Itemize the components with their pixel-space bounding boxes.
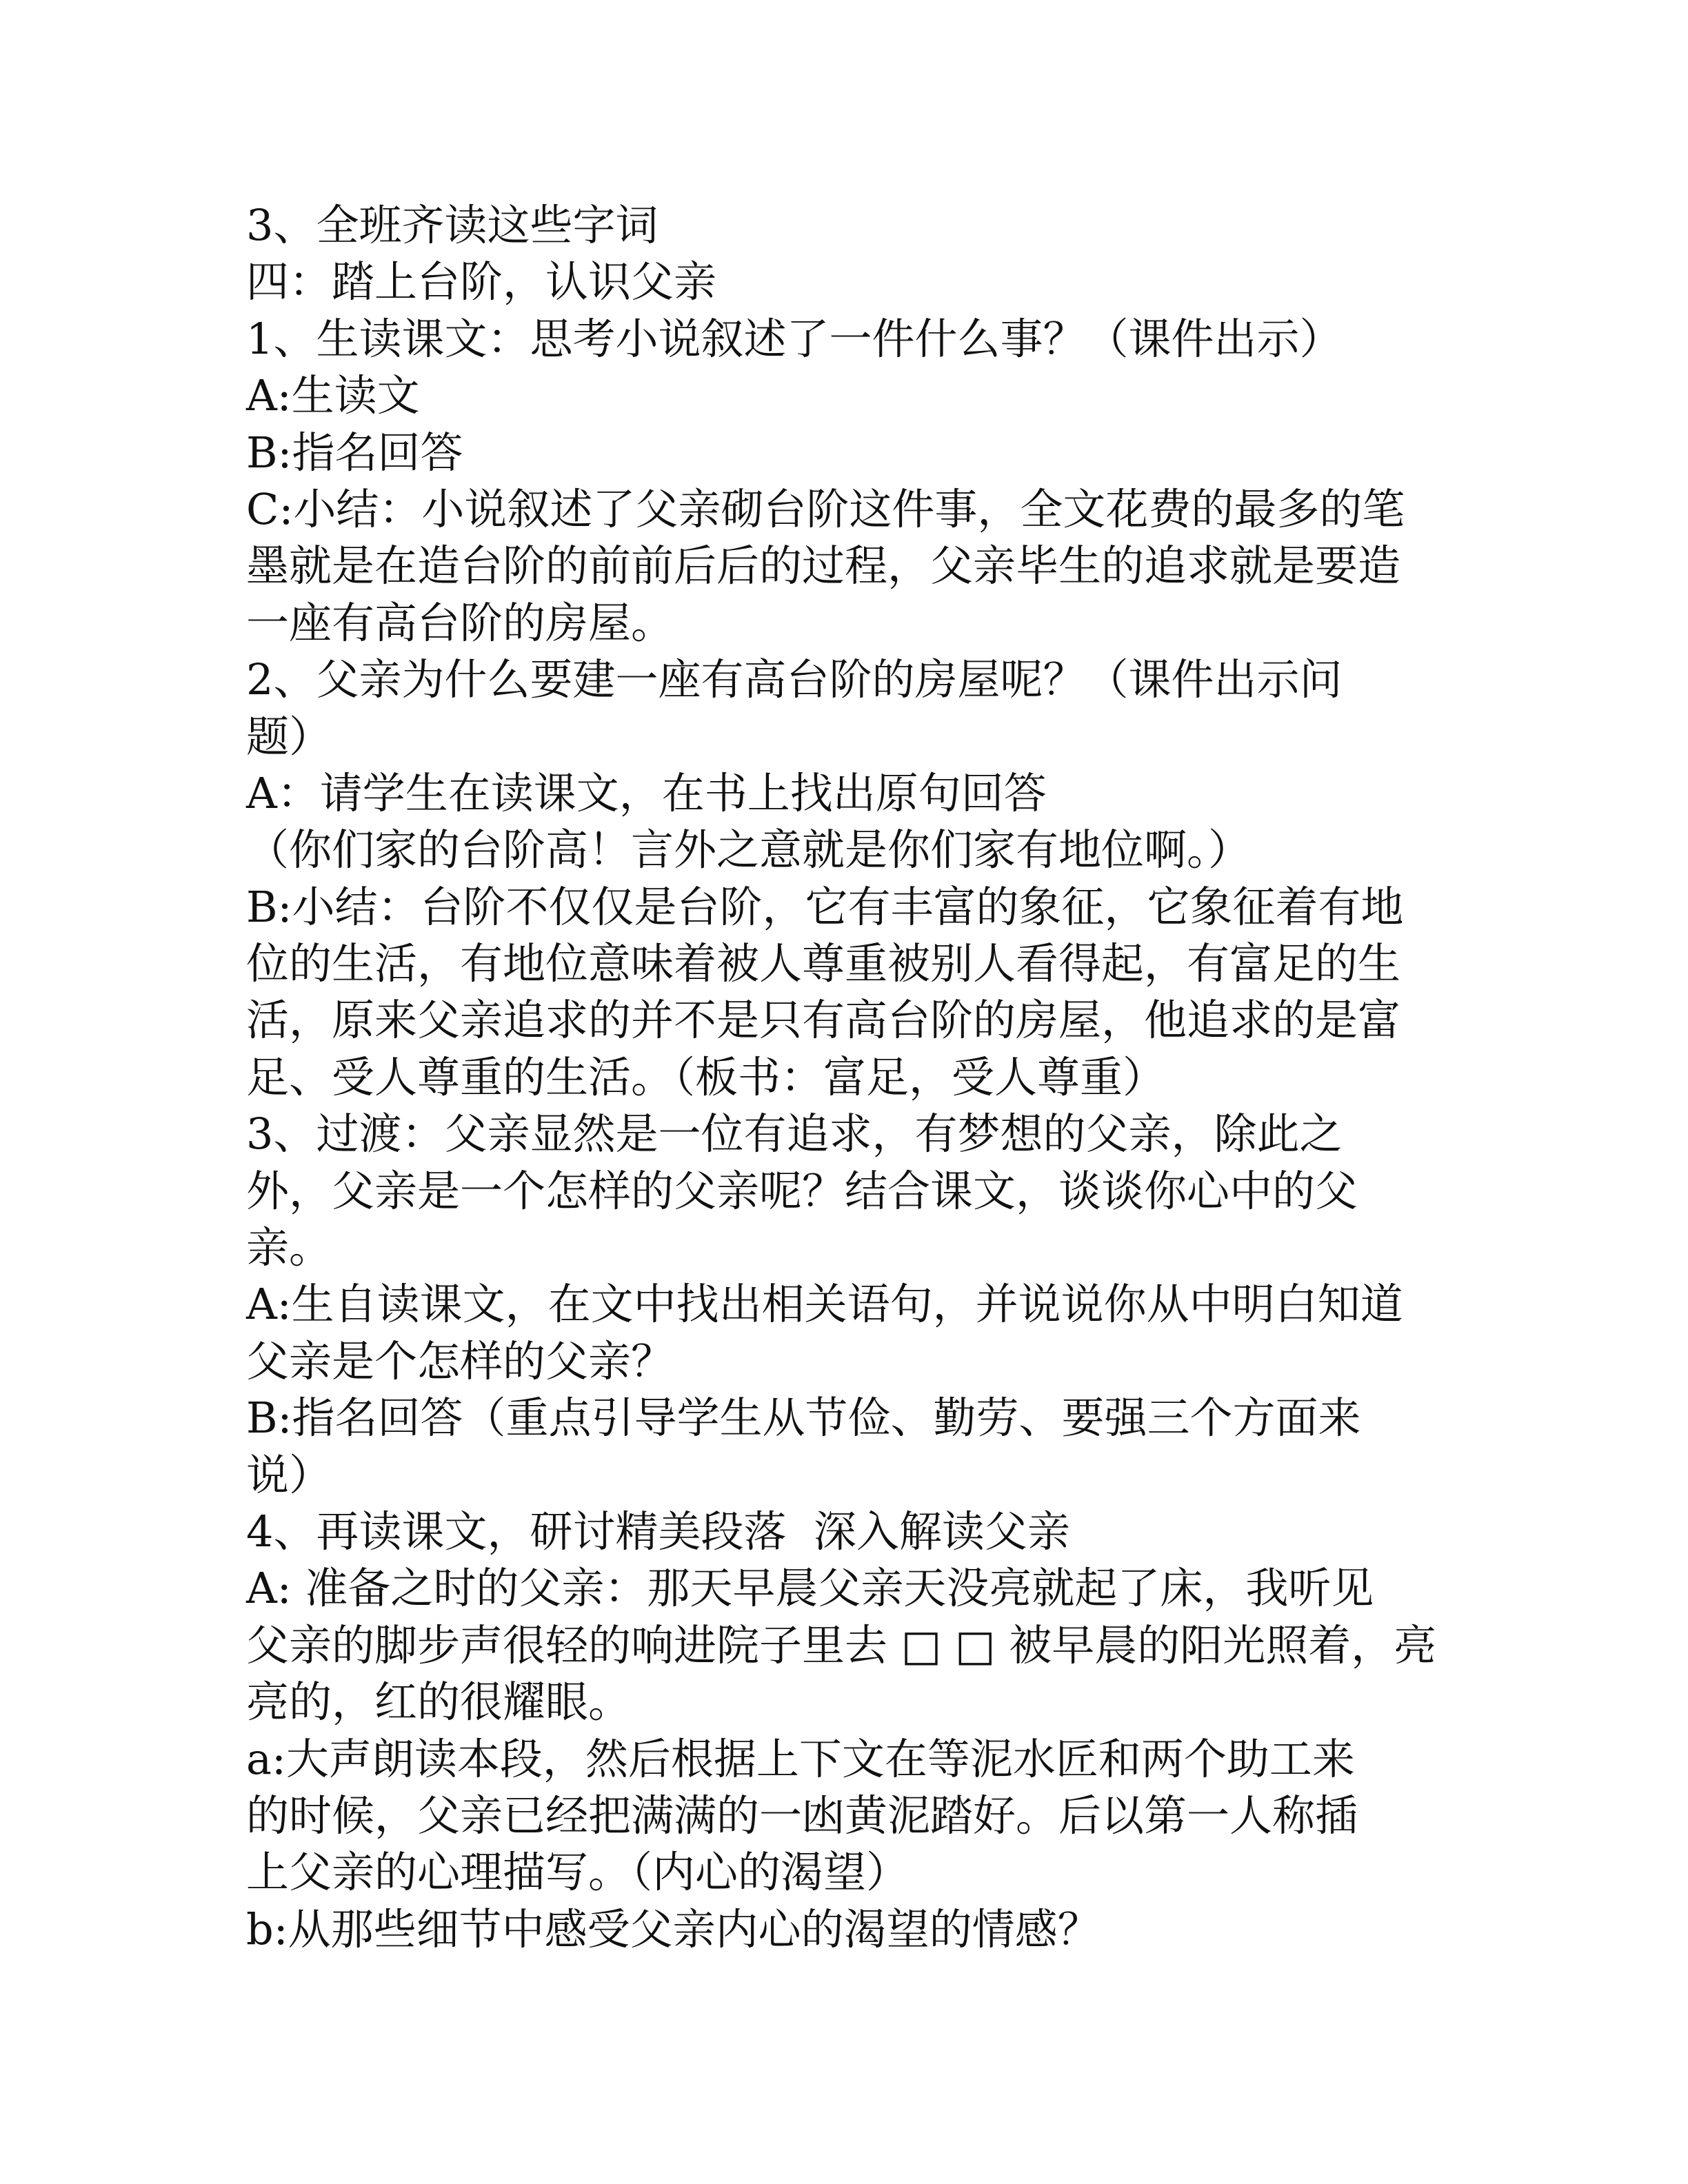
text-line: 墨就是在造台阶的前前后后的过程，父亲毕生的追求就是要造: [246, 540, 1401, 592]
text-line: C:小结：小说叙述了父亲砌台阶这件事，全文花费的最多的笔: [246, 483, 1405, 534]
text-line: 一座有高台阶的房屋。: [246, 597, 674, 648]
text-line: 亮的，红的很耀眼。: [246, 1677, 632, 1728]
text-line: 的时候，父亲已经把满满的一凼黄泥踏好。后以第一人称插: [246, 1790, 1358, 1841]
text-line: 4、再读课文，研讨精美段落 深入解读父亲: [246, 1506, 1070, 1557]
text-line: a:大声朗读本段，然后根据上下文在等泥水匠和两个助工来: [246, 1733, 1355, 1784]
text-line: b:从那些细节中感受父亲内心的渴望的情感？: [246, 1903, 1101, 1954]
text-line: A：请学生在读课文，在书上找出原句回答: [246, 767, 1047, 818]
text-line: 亲。: [246, 1222, 332, 1273]
text-line: （你们家的台阶高！言外之意就是你们家有地位啊。）: [246, 825, 1252, 876]
text-line: A: 准备之时的父亲：那天早晨父亲天没亮就起了床，我听见: [246, 1563, 1374, 1614]
text-line: 说）: [246, 1449, 332, 1500]
text-line: 外，父亲是一个怎样的父亲呢？结合课文，谈谈你心中的父: [246, 1165, 1358, 1216]
text-line: 足、受人尊重的生活。（板书：富足，受人尊重）: [246, 1051, 1166, 1102]
text-line: 2、父亲为什么要建一座有高台阶的房屋呢？（课件出示问: [246, 654, 1343, 705]
text-line: B:小结：台阶不仅仅是台阶，它有丰富的象征，它象征着有地: [246, 881, 1404, 932]
text-line: 3、过渡：父亲显然是一位有追求，有梦想的父亲，除此之: [246, 1109, 1343, 1160]
section-heading: 四：踏上台阶，认识父亲: [246, 256, 717, 307]
text-line: 父亲是个怎样的父亲？: [246, 1335, 674, 1386]
text-line: A:生自读课文，在文中找出相关语句，并说说你从中明白知道: [246, 1279, 1403, 1330]
text-line: 位的生活，有地位意味着被人尊重被别人看得起，有富足的生: [246, 938, 1401, 989]
text-line: B:指名回答（重点引导学生从节俭、勤劳、要强三个方面来: [246, 1393, 1361, 1444]
text-line: 父亲的脚步声很轻的响进院子里去 □ □ 被早晨的阳光照着，亮: [246, 1619, 1437, 1670]
text-line: 题）: [246, 711, 332, 762]
text-line: 活，原来父亲追求的并不是只有高台阶的房屋，他追求的是富: [246, 995, 1401, 1046]
document-body: [246, 197, 1437, 1958]
text-line: A:生读文: [246, 370, 420, 421]
text-line: 3、全班齐读这些字词: [246, 200, 659, 250]
text-line: 1、生读课文：思考小说叙述了一件什么事？（课件出示）: [246, 313, 1343, 364]
text-line: 上父亲的心理描写。（内心的渴望）: [246, 1847, 910, 1898]
text-line: B:指名回答: [246, 427, 463, 478]
